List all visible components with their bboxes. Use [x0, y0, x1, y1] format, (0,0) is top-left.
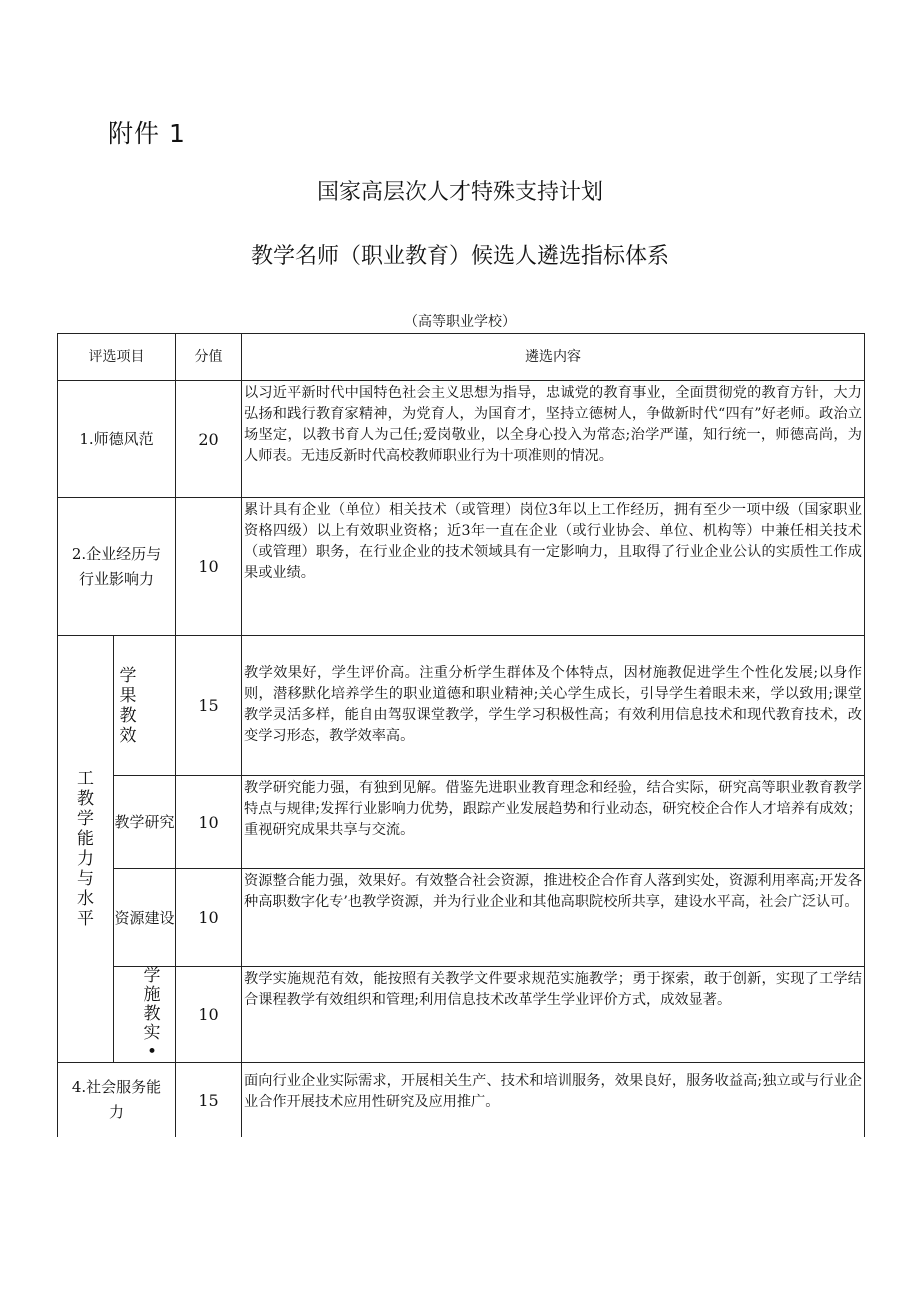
- row-content: 累计具有企业（单位）相关技术（或管理）岗位3年以上工作经历，拥有至少一项中级（国家职业资格四级）以上有效职业资格；近3年一直在企业（或行业协会、单位、机构等）中兼任相关技术（或管理）职务，在行业企业的技术领域具有一定影响力，且取得了行业企业公认的实质性工作成果或业绩。: [242, 498, 865, 636]
- subrow-label: 学施教实•: [143, 966, 161, 1062]
- row-item-label: [58, 1063, 176, 1138]
- row-content: 面向行业企业实际需求，开展相关生产、技术和培训服务，效果良好，服务收益高;独立或与行业企业合作开展技术应用性研究及应用推广。: [242, 1063, 865, 1138]
- group-label: 工教学能力与水平: [77, 769, 94, 929]
- table-header-row: [58, 334, 865, 381]
- row-score: 10: [176, 967, 242, 1063]
- row-content: 教学效果好，学生评价高。注重分析学生群体及个体特点，因材施教促进学生个性化发展;以身作则，潜移默化培养学生的职业道德和职业精神;关心学生成长，引导学生着眼未来，学以致用;课堂教学灵活多样，能自由驾驭课堂教学，学生学习积极性高；有效利用信息技术和现代教育技术，改变学习形态，教学效率高。: [242, 636, 865, 776]
- row-content: 资源整合能力强，效果好。有效整合社会资源，推进校企合作育人落到实处，资源利用率高;开发各种高职数字化专’也教学资源，并为行业企业和其他高职院校所共享，建设水平高，社会广泛认可。: [242, 869, 865, 967]
- row-item-label: [58, 498, 176, 636]
- subrow-label: 学果教效: [119, 665, 137, 746]
- header-score: 分值: [176, 334, 242, 381]
- document-subtitle: （高等职业学校）: [404, 314, 516, 330]
- subrow-label: 资源建设: [114, 908, 175, 927]
- row-score: 20: [176, 381, 242, 498]
- row-content: 教学研究能力强，有独到见解。借鉴先进职业教育理念和经验，结合实际，研究高等职业教育教学特点与规律;发挥行业影响力优势，跟踪产业发展趋势和行业动态，研究校企合作人才培养有成效；重视研究成果共享与交流。: [242, 776, 865, 869]
- subrow-label-cell: [114, 636, 176, 776]
- subrow-label-cell: [114, 967, 176, 1063]
- row-score: 15: [176, 1063, 242, 1138]
- attachment-label: 附件 1: [108, 119, 186, 148]
- row-item-text: 2.企业经历与行业影响力: [71, 544, 162, 588]
- row-item-label: 1.师德风范: [58, 381, 176, 498]
- header-content: 遴选内容: [242, 334, 865, 381]
- table-row: [58, 498, 865, 636]
- table-row: [58, 1063, 865, 1138]
- subrow-label-cell: [114, 776, 176, 869]
- subrow-label: 教学研究: [114, 813, 175, 831]
- row-score: 10: [176, 776, 242, 869]
- row-content: 教学实施规范有效，能按照有关教学文件要求规范实施教学；勇于探索，敢于创新，实现了工学结合课程教学有效组织和管理;利用信息技术改革学生学业评价方式，成效显著。: [242, 967, 865, 1063]
- subrow-label-cell: [114, 869, 176, 967]
- row-score: 10: [176, 498, 242, 636]
- table-row: [58, 636, 865, 776]
- table-row: [58, 776, 865, 869]
- document-title-line1: 国家高层次人才特殊支持计划: [316, 180, 603, 205]
- criteria-table: [57, 333, 865, 1137]
- group-label-cell: [58, 636, 114, 1063]
- row-score: 15: [176, 636, 242, 776]
- header-item: 评选项目: [58, 334, 176, 381]
- row-content: 以习近平新时代中国特色社会主义思想为指导，忠诚党的教育事业，全面贯彻党的教育方针，大力弘扬和践行教育家精神，为党育人，为国育才，坚持立德树人，争做新时代“四有”好老师。政治立场坚定，以教书育人为己任;爱岗敬业，以全身心投入为常态;治学严谨，知行统一，师德高尚，为人师表。无违反新时代高校教师职业行为十项准则的情况。: [242, 381, 865, 498]
- row-item-text: 4.社会服务能力: [71, 1078, 162, 1121]
- table-row: [58, 869, 865, 967]
- row-score: 10: [176, 869, 242, 967]
- document-title-line2: 教学名师（职业教育）候选人遴选指标体系: [250, 244, 669, 269]
- table-row: [58, 967, 865, 1063]
- table-row: [58, 381, 865, 498]
